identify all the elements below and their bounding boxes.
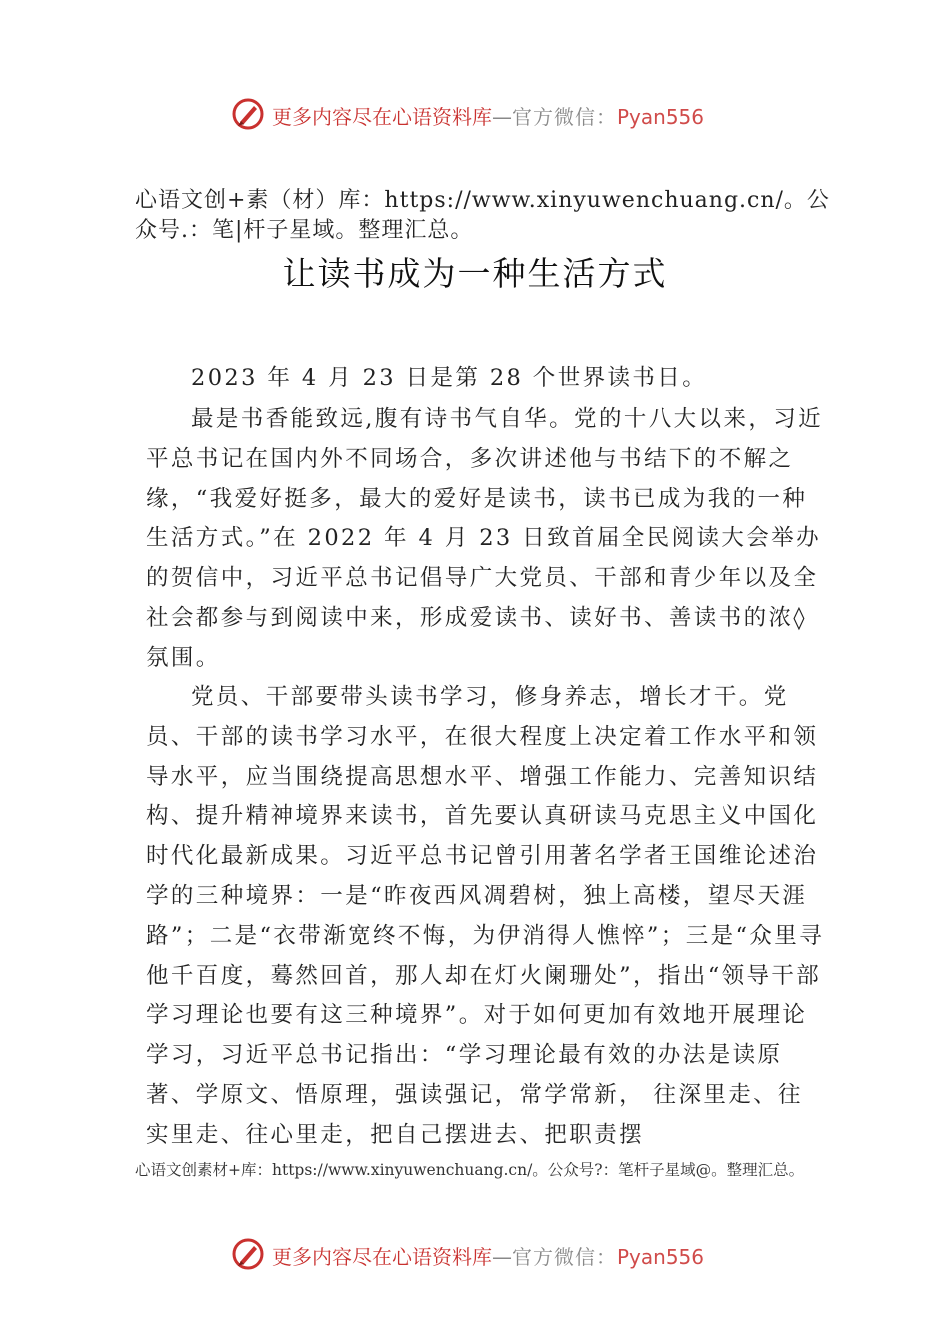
banner-wechat-id: Pyan556 [617,105,705,129]
paragraph-text: 党员、干部要带头读书学习，修身养志，增长才干。党员、干部的读书学习水平，在很大程度上决定着工作水平和领导水平，应当围绕提高思想水平、增强工作能力、完善知识结构、提升精神境界来读书，首先要认真研读马克思主义中国化时代化最新成果。习近平总书记曾引用著名学者王国维论述治学的三种境界：一是“昨夜西风凋碧树，独上高楼，望尽天涯路”；二是“衣带渐宽终不悔，为伊消得人憔悴”；三是“众里寻他千百度，蓦然回首，那人却在灯火阑珊处”，指出“领导干部学习理论也要有这三种境界”。对于如何更加有效地开展理论学习，习近平总书记指出：“学习理论最有效的办法是读原著、学原文、悟原理，强读强记，常学常新， 往深里走、往实里走、往心里走，把自己摆进去、把职责摆 [146,684,825,1148]
banner-text [272,1241,704,1270]
pen-logo-icon [230,96,266,132]
banner-dash: — [492,105,512,129]
source-footer: 心语文创素材+库：https://www.xinyuwenchuang.cn/。公众号?：笔杆子星域@。整理汇总。 [135,1161,805,1179]
bottom-banner [0,1234,950,1274]
banner-wechat-label: 官方微信： [512,1245,617,1269]
document-title: 让读书成为一种生活方式 [282,254,668,293]
pen-logo-icon [230,1236,266,1272]
banner-wechat-label: 官方微信： [512,105,617,129]
paragraph-text: 最是书香能致远,腹有诗书气自华。党的十八大以来，习近平总书记在国内外不同场合，多次讲述他与书结下的不解之缘，“我爱好挺多，最大的爱好是读书，读书已成为我的一种生活方式。”在 2022 年 4 月 23 日致首届全民阅读大会举办的贺信中，习近平总书记倡导广大党员、干部和青少年以及全社会都参与到阅读中来，形成爱读书、读好书、善读书的浓◊氛围。 [146,406,824,671]
banner-text [272,101,704,130]
paragraph-1 [146,359,826,399]
banner-slogan: 更多内容尽在心语资料库 [272,1245,492,1269]
paragraph-3 [146,678,826,1156]
banner-dash: — [492,1245,512,1269]
top-banner [0,94,950,134]
banner-wechat-id: Pyan556 [617,1245,705,1269]
banner-slogan: 更多内容尽在心语资料库 [272,105,492,129]
source-header: 心语文创+素（材）库：https://www.xinyuwenchuang.cn/。公众号.：笔|杆子星域。整理汇总。 [135,188,830,243]
paragraph-2 [146,400,826,679]
paragraph-text: 2023 年 4 月 23 日是第 28 个世界读书日。 [191,365,708,391]
